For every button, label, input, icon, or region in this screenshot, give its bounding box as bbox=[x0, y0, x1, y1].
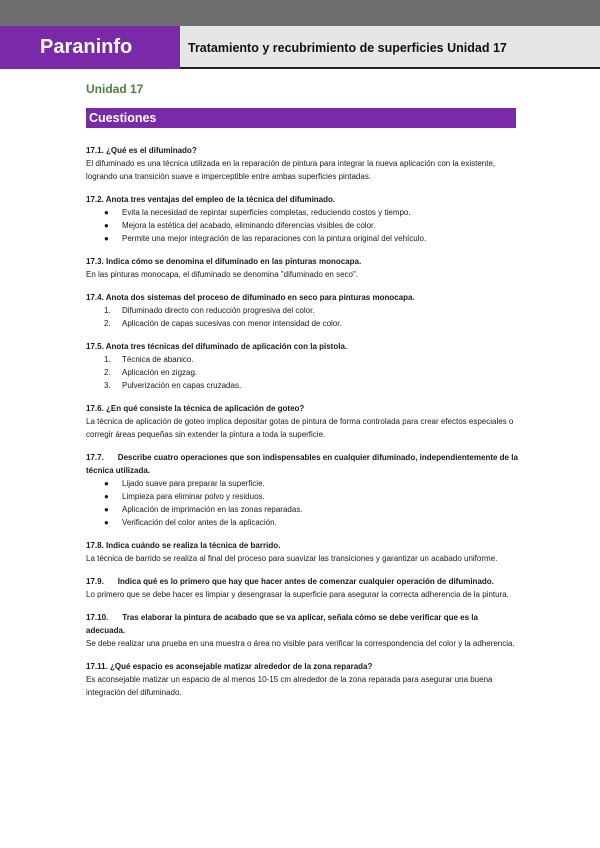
bullet-icon: ● bbox=[104, 479, 109, 488]
brand-logo: Paraninfo bbox=[0, 26, 180, 69]
list-item-text: Técnica de abanico. bbox=[122, 355, 194, 364]
question-text: Anota dos sistemas del proceso de difuminado en seco para pinturas monocapa. bbox=[105, 293, 415, 302]
list-item bbox=[104, 366, 518, 379]
list-item bbox=[104, 490, 518, 503]
question-block bbox=[86, 291, 518, 330]
list-item bbox=[104, 353, 518, 366]
answer-text: Lo primero que se debe hacer es limpiar y desengrasar la superficie para asegurar la correcta adherencia de la pintura. bbox=[86, 590, 509, 599]
question-text: Indica cuándo se realiza la técnica de barrido. bbox=[106, 541, 281, 550]
list-item-text: Aplicación en zigzag. bbox=[122, 368, 198, 377]
answer-numbered-list bbox=[86, 304, 518, 330]
list-number: 1. bbox=[104, 355, 111, 364]
bullet-icon: ● bbox=[104, 221, 109, 230]
answer-bullet-list bbox=[86, 477, 518, 529]
question-text: Indica qué es lo primero que hay que hacer antes de comenzar cualquier operación de difuminado. bbox=[117, 577, 494, 586]
answer-text: Se debe realizar una prueba en una muestra o área no visible para verificar la correspondencia del color y la adherencia. bbox=[86, 639, 515, 648]
list-item bbox=[104, 232, 518, 245]
question-number: 17.11. bbox=[86, 662, 108, 671]
question-text: ¿En qué consiste la técnica de aplicación de goteo? bbox=[106, 404, 305, 413]
header-title: Tratamiento y recubrimiento de superficies Unidad 17 bbox=[180, 26, 600, 69]
question-text: Tras elaborar la pintura de acabado que se va aplicar, señala cómo se debe verificar que es la adecuada. bbox=[86, 613, 478, 635]
question-text: ¿Qué espacio es aconsejable matizar alrededor de la zona reparada? bbox=[110, 662, 373, 671]
list-item-text: Mejora la estética del acabado, eliminando diferencias visibles de color. bbox=[122, 221, 376, 230]
question-title bbox=[86, 291, 518, 304]
question-block bbox=[86, 193, 518, 245]
bullet-icon: ● bbox=[104, 234, 109, 243]
question-text: Indica cómo se denomina el difuminado en las pinturas monocapa. bbox=[106, 257, 362, 266]
list-item-text: Limpieza para eliminar polvo y residuos. bbox=[122, 492, 265, 501]
questions-list bbox=[86, 144, 518, 709]
list-item bbox=[104, 219, 518, 232]
question-block bbox=[86, 402, 518, 441]
question-title bbox=[86, 660, 518, 673]
question-block bbox=[86, 255, 518, 281]
section-title: Cuestiones bbox=[86, 108, 516, 128]
question-number: 17.4. bbox=[86, 293, 104, 302]
unit-label: Unidad 17 bbox=[86, 82, 144, 96]
list-number: 3. bbox=[104, 381, 111, 390]
bullet-icon: ● bbox=[104, 492, 109, 501]
question-number: 17.10. bbox=[86, 613, 109, 622]
question-title bbox=[86, 402, 518, 415]
list-item-text: Lijado suave para preparar la superficie. bbox=[122, 479, 265, 488]
list-item bbox=[104, 516, 518, 529]
list-item-text: Evita la necesidad de repintar superficies completas, reduciendo costos y tiempo. bbox=[122, 208, 411, 217]
question-title bbox=[86, 193, 518, 206]
list-item bbox=[104, 503, 518, 516]
answer-numbered-list bbox=[86, 353, 518, 392]
answer-bullet-list bbox=[86, 206, 518, 245]
list-item bbox=[104, 379, 518, 392]
question-number: 17.1. bbox=[86, 146, 104, 155]
question-title bbox=[86, 340, 518, 353]
bullet-icon: ● bbox=[104, 208, 109, 217]
question-text: Anota tres ventajas del empleo de la técnica del difuminado. bbox=[105, 195, 336, 204]
list-item bbox=[104, 477, 518, 490]
question-title bbox=[86, 611, 518, 637]
question-text: Describe cuatro operaciones que son indispensables en cualquier difuminado, independientemente de la técnica utilizada. bbox=[86, 453, 518, 475]
question-title bbox=[86, 539, 518, 552]
question-number: 17.8. bbox=[86, 541, 104, 550]
answer-text: La técnica de barrido se realiza al final del proceso para suavizar las transiciones y garantizar un acabado uniforme. bbox=[86, 554, 498, 563]
list-item bbox=[104, 317, 518, 330]
question-number: 17.9. bbox=[86, 577, 104, 586]
question-number: 17.6. bbox=[86, 404, 104, 413]
list-item-text: Verificación del color antes de la aplicación. bbox=[122, 518, 277, 527]
list-item bbox=[104, 304, 518, 317]
question-block bbox=[86, 539, 518, 565]
question-title bbox=[86, 575, 518, 588]
list-item-text: Pulverización en capas cruzadas. bbox=[122, 381, 242, 390]
question-number: 17.5. bbox=[86, 342, 104, 351]
list-item-text: Aplicación de capas sucesivas con menor intensidad de color. bbox=[122, 319, 342, 328]
bullet-icon: ● bbox=[104, 518, 109, 527]
list-number: 1. bbox=[104, 306, 111, 315]
question-title bbox=[86, 144, 518, 157]
bullet-icon: ● bbox=[104, 505, 109, 514]
list-item-text: Aplicación de imprimación en las zonas reparadas. bbox=[122, 505, 303, 514]
list-item-text: Difuminado directo con reducción progresiva del color. bbox=[122, 306, 315, 315]
question-number: 17.2. bbox=[86, 195, 104, 204]
question-text: ¿Qué es el difuminado? bbox=[106, 146, 197, 155]
answer-text: Es aconsejable matizar un espacio de al menos 10-15 cm alrededor de la zona reparada para asegurar una buena integración del difuminado. bbox=[86, 675, 493, 697]
question-title bbox=[86, 255, 518, 268]
question-title bbox=[86, 451, 518, 477]
top-bar bbox=[0, 0, 600, 26]
answer-text: La técnica de aplicación de goteo implica depositar gotas de pintura de forma controlada para crear efectos especiales o corregir áreas pequeñas sin extender la pintura a toda la superficie. bbox=[86, 417, 514, 439]
question-block bbox=[86, 660, 518, 699]
list-number: 2. bbox=[104, 319, 111, 328]
list-item-text: Permite una mejor integración de las reparaciones con la pintura original del vehículo. bbox=[122, 234, 427, 243]
question-number: 17.3. bbox=[86, 257, 104, 266]
question-block bbox=[86, 144, 518, 183]
question-block bbox=[86, 340, 518, 392]
answer-text: El difuminado es una técnica utilizada en la reparación de pintura para integrar la nueva aplicación con la existente, logrando una transición suave e imperceptible entre ambas superficies pintadas. bbox=[86, 159, 496, 181]
list-item bbox=[104, 206, 518, 219]
question-block bbox=[86, 611, 518, 650]
question-block bbox=[86, 575, 518, 601]
answer-text: En las pinturas monocapa, el difuminado se denomina "difuminado en seco". bbox=[86, 270, 359, 279]
question-number: 17.7. bbox=[86, 453, 104, 462]
question-text: Anota tres técnicas del difuminado de aplicación con la pistola. bbox=[105, 342, 348, 351]
list-number: 2. bbox=[104, 368, 111, 377]
question-block bbox=[86, 451, 518, 529]
